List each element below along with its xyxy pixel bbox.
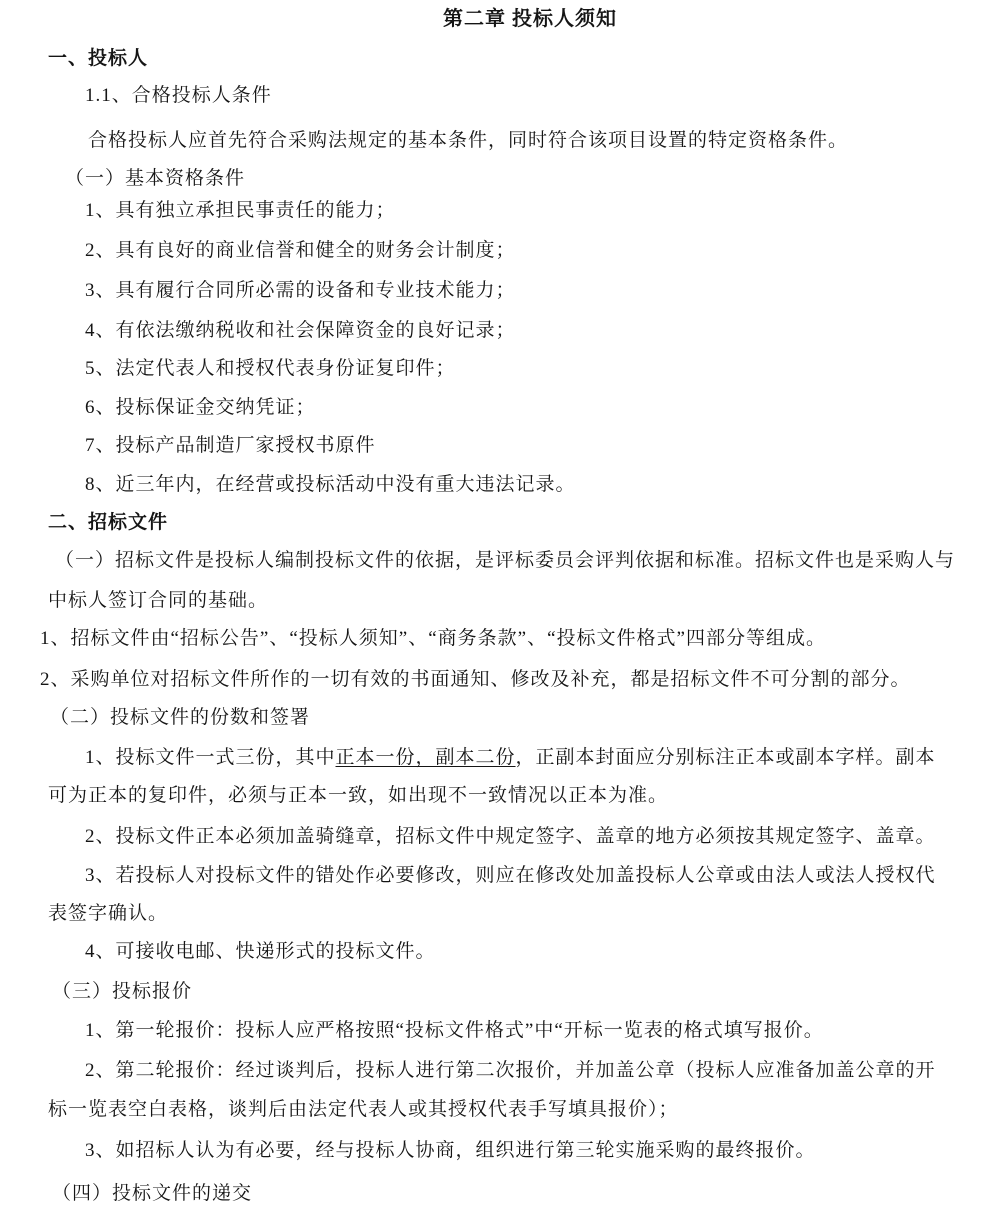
basic-condition-item-1: 1、具有独立承担民事责任的能力；	[85, 200, 396, 221]
basic-condition-item-3: 3、具有履行合同所必需的设备和专业技术能力；	[85, 280, 516, 301]
copies-item-3-line2: 表签字确认。	[48, 903, 169, 924]
copies-signing-heading: （二）投标文件的份数和签署	[50, 707, 311, 728]
bid-price-item-2-line1: 2、第二轮报价：经过谈判后，投标人进行第二次报价，并加盖公章（投标人应准备加盖公章的开	[85, 1060, 936, 1081]
chapter-title: 第二章 投标人须知	[443, 8, 617, 30]
basic-condition-item-5: 5、法定代表人和授权代表身份证复印件；	[85, 358, 456, 379]
tender-docs-para-line2: 中标人签订合同的基础。	[48, 590, 269, 611]
copies-item-1-line2: 可为正本的复印件，必须与正本一致，如出现不一致情况以正本为准。	[48, 785, 669, 806]
basic-condition-item-8: 8、近三年内，在经营或投标活动中没有重大违法记录。	[85, 474, 576, 495]
bid-price-heading: （三）投标报价	[52, 981, 193, 1002]
copies-item-1-line1	[85, 745, 936, 771]
copies-item-3-line1: 3、若投标人对投标文件的错处作必要修改，则应在修改处加盖投标人公章或由法人或法人授权代	[85, 865, 936, 886]
basic-condition-item-2: 2、具有良好的商业信誉和健全的财务会计制度；	[85, 240, 516, 261]
basic-condition-item-7: 7、投标产品制造厂家授权书原件	[85, 435, 376, 456]
tender-docs-para-line1: （一）招标文件是投标人编制投标文件的依据，是评标委员会评判依据和标准。招标文件也是采购人与	[55, 550, 956, 571]
basic-conditions-heading: （一）基本资格条件	[65, 168, 246, 189]
tender-docs-item-1: 1、招标文件由“招标公告”、“投标人须知”、“商务条款”、“投标文件格式”四部分等组成。	[40, 628, 826, 649]
copies-item-2: 2、投标文件正本必须加盖骑缝章，招标文件中规定签字、盖章的地方必须按其规定签字、盖章。	[85, 826, 936, 847]
section2-heading: 二、招标文件	[48, 512, 169, 533]
basic-condition-item-6: 6、投标保证金交纳凭证；	[85, 397, 316, 418]
copies-item-1-underlined: 正本一份，副本二份	[335, 747, 516, 768]
bid-price-item-1: 1、第一轮报价：投标人应严格按照“投标文件格式”中“开标一览表的格式填写报价。	[85, 1020, 824, 1041]
basic-condition-item-4: 4、有依法缴纳税收和社会保障资金的良好记录；	[85, 320, 516, 341]
copies-item-4: 4、可接收电邮、快递形式的投标文件。	[85, 941, 436, 962]
bid-price-item-3: 3、如招标人认为有必要，经与投标人协商，组织进行第三轮实施采购的最终报价。	[85, 1140, 816, 1161]
copies-item-1-prefix: 1、投标文件一式三份，其中	[85, 747, 336, 768]
section1-subheading: 1.1、合格投标人条件	[85, 85, 272, 106]
bid-price-item-2-line2: 标一览表空白表格，谈判后由法定代表人或其授权代表手写填具报价）；	[48, 1099, 679, 1120]
section1-heading: 一、投标人	[48, 48, 149, 69]
tender-docs-item-2: 2、采购单位对招标文件所作的一切有效的书面通知、修改及补充，都是招标文件不可分割的部分。	[40, 669, 911, 690]
submission-heading: （四）投标文件的递交	[52, 1183, 253, 1204]
copies-item-1-suffix: ，正副本封面应分别标注正本或副本字样。副本	[515, 747, 936, 768]
section1-intro: 合格投标人应首先符合采购法规定的基本条件，同时符合该项目设置的特定资格条件。	[88, 130, 849, 151]
